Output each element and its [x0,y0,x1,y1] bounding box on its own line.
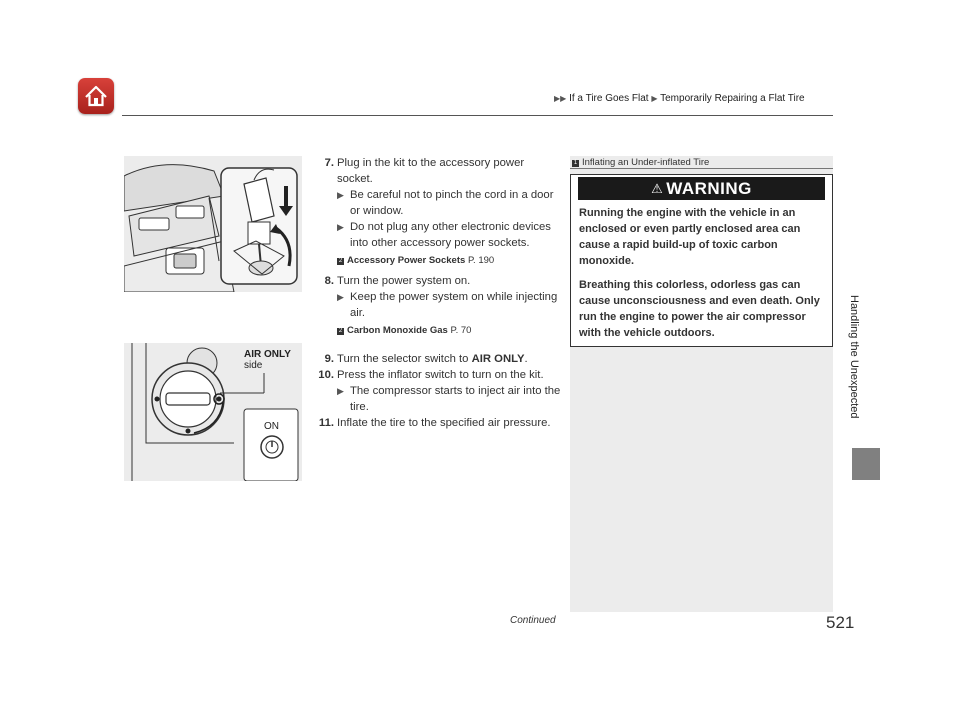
xref-title: Carbon Monoxide Gas [347,325,448,336]
xref-page: P. 190 [467,255,495,266]
note-text: The compressor starts to inject air into the tire. [350,385,561,413]
step-text: Plug in the kit to the accessory power socket. [337,157,525,185]
warning-title-bar [578,177,825,200]
triangle-bullet-icon: ▶ [337,386,344,396]
breadcrumb [554,93,805,104]
accessory-socket-illustration [124,156,302,292]
triangle-bullet-icon: ▶ [337,292,344,302]
step-number: 9. [324,353,334,365]
socket-plug-drawing [124,156,302,292]
xref-accessory-power-sockets[interactable] [316,253,561,269]
warning-triangle-icon: ⚠ [651,181,664,196]
step-7-note-2 [316,219,561,251]
step-text: Inflate the tire to the specified air pressure. [337,417,551,429]
breadcrumb-arrow-icon: ▶▶ [554,94,567,103]
note-text: Keep the power system on while injecting air. [350,291,558,319]
air-only-label-line1: AIR ONLY [244,349,291,360]
step-list [316,155,561,431]
home-icon [82,82,110,110]
xref-title: Accessory Power Sockets [347,255,466,266]
page-number: 521 [826,613,855,632]
step-10-note-1 [316,383,561,415]
step-8 [316,273,561,289]
step-7-note-1 [316,187,561,219]
chapter-tab-label[interactable]: Handling the Unexpected [848,295,860,419]
step-text: Turn the power system on. [337,275,471,287]
page-reference-icon: 2 [338,328,343,334]
step-9 [316,351,561,367]
warning-paragraph-2: Breathing this colorless, odorless gas can cause unconsciousness and even death. Only run the engine to power the air compressor with the vehicle outdoors. [579,279,820,339]
warning-title: WARNING [666,179,752,198]
step-7 [316,155,561,187]
step-text-end: . [524,353,528,365]
panel-divider [570,168,833,169]
breadcrumb-arrow-icon: ▶ [651,94,658,103]
step-text: Turn the selector switch to [337,353,472,365]
breadcrumb-current: Temporarily Repairing a Flat Tire [660,93,805,104]
panel-heading [572,157,709,168]
step-8-note-1 [316,289,561,321]
step-number: 10. [318,369,334,381]
breadcrumb-link-flat-tire[interactable]: If a Tire Goes Flat [569,93,649,104]
chapter-tab-marker [852,448,880,480]
note-text: Be careful not to pinch the cord in a door or window. [350,189,554,217]
step-number: 7. [324,157,334,169]
page-reference-icon: 2 [338,258,343,264]
triangle-bullet-icon: ▶ [337,222,344,232]
step-text: Press the inflator switch to turn on the kit. [337,369,544,381]
step-number: 8. [324,275,334,287]
air-only-label-line2: side [244,360,263,371]
warning-box [570,174,833,347]
step-11 [316,415,561,431]
air-only-label [244,349,291,371]
step-10 [316,367,561,383]
home-button[interactable] [78,78,114,114]
step-text-bold: AIR ONLY [471,353,525,365]
xref-carbon-monoxide-gas[interactable] [316,323,561,339]
xref-page: P. 70 [450,325,472,336]
on-label: ON [264,421,279,432]
triangle-bullet-icon: ▶ [337,190,344,200]
panel-heading-text: Inflating an Under-inflated Tire [582,157,710,168]
warning-paragraph-1: Running the engine with the vehicle in an enclosed or even partly enclosed area can cause a rapid build-up of toxic carbon monoxide. [579,207,801,267]
selector-switch-illustration [124,343,302,481]
reference-marker-icon: 1 [573,160,578,166]
note-text: Do not plug any other electronic devices into other accessory power sockets. [350,221,551,249]
step-number: 11. [318,417,334,429]
header-divider [122,115,833,116]
continued-label: Continued [510,615,556,626]
